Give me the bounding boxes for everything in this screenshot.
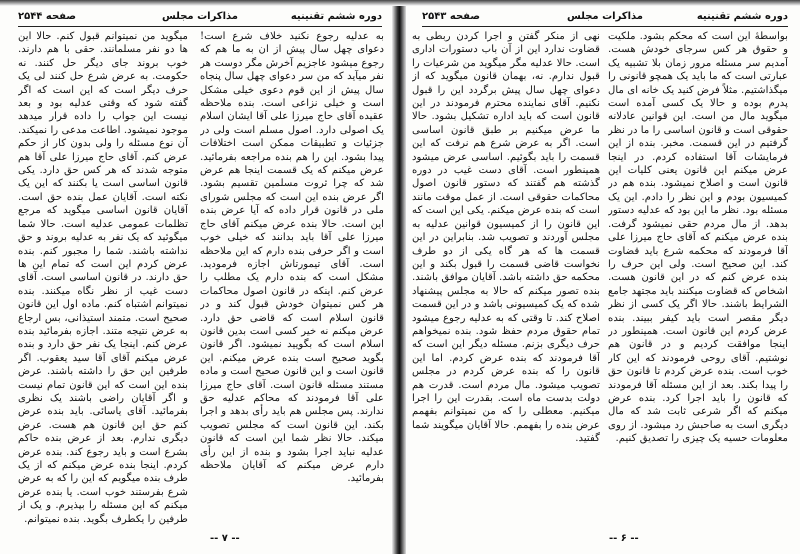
page-footer: -- ۷ --	[210, 533, 240, 544]
header-rule	[18, 26, 382, 27]
column-text: نهی از منکر گفتن و اجرا کردن ربطی به قضاوت ندارد این از آن باب دستورات اداری است. حالا عدلیه مگر میگوید من شرعیات را قبول ندارم. نه، بهمان قانون میگوید که از دعوای چهل سال پیش برگردد این را قبول نکنیم. آقای نماینده محترم فرمودند در این قانون است که باید اداره تشکیل بشود. حالا ما عرض میکنیم بر طبق قانون اساسی است. اگر به عرض شرع هم نرفت که این قسمت را باید بگوئیم. اساسی عرض میشود همینطور است. آقای دست غیب در دوره گذشته هم گفتند که دستور قانون اصول محاکمات حقوقی است. از عمل موقت مانند است که بنده عرض میکنم. یکی این است که این قانون را از کمیسیون قوانین عدلیه به مجلس آوردند و تصویب شد. بنابراین در این قسمت ها که هر گاه یکی از دو طرف نخواست قاضی قسمت را قبول بکند و این محکمه حق داشته باشد. آقایان موافق باشند. بنده تصور میکنم که حالا به مجلس پیشنهاد شده که یک کمیسیونی باشد و در این قسمت اصلاح کند. تا وقتی که به عدلیه رجوع میشود تمام حقوق مردم حفظ شود. بنده نمیخواهم حرف دیگری بزنم. مسئله دیگر این است که آقا فرمودند که بنده عرض کردم. اما این قانون را که بنده عرض کردم در مجلس تصویب میشود. مال مردم است. قدرت هم دولت بدست ماه است. بقدرت این را اجرا میکنیم. معطلی را که من نمیتوانم بفهمم عرض بنده را بفهمم. حالا آقایان میگویند شما گفتید.	[412, 31, 600, 445]
scan-edge-shadow	[0, 0, 800, 6]
page-number: صفحه ۲۵۴۴	[18, 11, 77, 22]
right-page	[404, 0, 800, 554]
header-rule	[422, 26, 788, 27]
column-text: بواسطهٔ این است که محکم بشود. ملکیت و حقوق هر کس سرجای خودش هست. آمدیم سر مسئله مرور زمان بلا تشبیه یک عبارتی است که ما باید یک همچو قانونی را میگذاشتیم. مثلاً فرض کنید یک خانه ای مال پدرم بوده و حالا یک کسی آمده است میگوید مال من است. این قوانین عادلانه حقوقی است و قانون اساسی را ما در نظر گرفتیم در این قسمت. مخبر. بنده از این فرمایشات آقا استفاده کردم. در اینجا عرض میکنم این قانون یعنی کلیات این قانون است و اصلاح نمیشود. بنده هم در کمیسیون بودم و این نظر را دادم. این یک مسئله بود. نظر ما این بود که عدلیه دستور بدهد. از مال مردم حقی نمیشود گرفت. بنده عرض میکنم که آقای حاج میرزا علی آقا فرمودند که محکمه شرع باید قضاوت کند. این صحیح است. ولی این حرف را بنده عرض کنم که در این قانون هست. اشخاص که قضاوت میکنند باید مجتهد جامع الشرایط باشند. حالا اگر یک کسی از نظر دیگر مقصر است باید کیفر ببیند. بنده عرض کردم این قانون است. همینطور در اینجا موافقت کردیم و در قانون هم نوشتیم. آقای روحی فرمودند که این کار خوب است. بنده عرض کردم تا قانون حق را پیدا بکند. بعد از این مسئله آقا فرمودند که قانون را باید اجرا کرد. بنده عرض میکنم که اگر شرعی ثابت شد که مال دیگری است به صاحبش رد میشود. از روی معلومات حسیه یک چیزی را تصدیق کنیم.	[608, 31, 788, 445]
header-title: مذاکرات مجلس	[566, 11, 644, 22]
session-label: دوره ششم تقنینیه	[290, 11, 382, 22]
column-text: میگوید من نمیتوانم قبول کنم. حالا این ها دو نفر مسلمانند. حقی با هم دارند. خوب بروند جای دیگر حل کنند. نه حکومت. به عرض شرع حل کنند لی یک حرف دیگر است که این است که اگر گفته شود که وقتی عدلیه بود و بعد نیست این جواب را داده قرار میدهد موجود نمیشود. اطاعت مدعی را نمیکند. آن نوع مسئله را ولی بدون کار از حکم عرض کنم. آقای حاج میرزا علی آقا هم متوجه شدند که هر کس حق دارد. یکی قانون اساسی است یا بکنند که این یک نکته است. آقایان عمل بنده حق است. آقایان قانون اساسی میگوید که مرجع تظلمات عمومی عدلیه است. حالا شما میگوئید که یک نفر به عدلیه بروند و حق نداشته باشند. شما را مجبور کنم. بنده عرض کردم این است که تمام این ها حق دارند. در قانون اساسی است. آقای دست غیب از نظر نگاه میکنند. بنده نمیتوانم اشتباه کنم. ماده اول این قانون صحیح است. متمند استیذانی، بس ارجاع به عرض نتیجه متند. اجازه بفرمائید بنده عرض کنم. اینجا یک نفر حق دارد و بنده عرض میکنم آقای آقا سید یعقوب. اگر طرفین این حق را داشته باشند. عرض بنده این است که این قانون تمام نیست و اگر آقایان راضی باشند یک نظری بفرمائید. آقای یاسائی. باید بنده عرض کنم حق این قانون هم هست. عرض دیگری ندارم. بعد از عرض بنده حاکم بشرع است و باید رجوع کند. بنده عرض کردم. اینجا بنده عرض میکنم که از یک طرف بنده میگویم که این را که به عرض شرع بفرستند خوب است. یا بنده عرض میکنم که این مسئله را بپذیرم. و یک از طرفین را یکطرف بگوید. بنده نمیتوانم.	[18, 31, 188, 525]
page-footer: -- ۶ --	[609, 533, 639, 544]
page-header	[422, 11, 788, 25]
session-label: دوره ششم تقنینیه	[696, 11, 788, 22]
header-title: مذاکرات مجلس	[161, 11, 239, 22]
page-header	[18, 11, 382, 25]
text-column-left	[18, 30, 188, 526]
text-column-right	[608, 30, 788, 526]
page-number: صفحه ۲۵۴۳	[422, 11, 481, 22]
text-column-right	[200, 30, 384, 526]
left-page	[0, 0, 394, 554]
column-text: به عدلیه رجوع نکنید خلاف شرع است! دعوای چهل سال پیش از ان به ما هم که رجوع میشود عاجزیم آخرش مگر دوست هر نفر میآید که من سر دعوای چهل سال پنجاه سال پیش از این قوم دعوی خیلی مشکل است و خیلی نزاعی است. بنده ملاحظه عقیده آقای حاج میرزا علی آقا ایشان اسلام یک اصولی دارد. اصول مسلم است ولی در جزئیات و تطبیقات ممکن است اختلافات پیدا بشود. این را هم بنده مراجعه بفرمائید. عرض میکنم که یک قسمت اینجا هم عرض شد که چرا ثروت مسلمین تقسیم بشود. اگر عرض بنده این است که مجلس شورای ملی در قانون قرار داده که آیا عرض بنده این است. حالا بنده عرض میکنم آقای حاج میرزا علی آقا باید بدانند که خیلی خوب است و اگر حرفی بنده دارم که این ملاحظه است. آقای تیمورتاش اجازه فرمودید. مشکل است که بنده دارم یک مطلب را عرض کنم. اینکه در قانون اصول محاکمات هر کس نمیتوان خودش قبول کند و در قانون اسلام است که قاضی حق دارد. عرض میکنم نه خیر کسی است بدین قانون اسلام است که بگویید نمیشود. اگر قانون بگوید صحیح است بنده عرض میکنم. این قانون است و این قانون صحیح است و ماده مستند مسئله قانون است. آقای حاج میرزا علی آقا فرمودند که محاکم عدلیه حق ندارند. پس مجلس هم باید رأی بدهد و اجرا بکند. این قانون است که مجلس تصویب میکند. حالا نظر شما این است که قانون عدلیه نباید اجرا بشود و بنده از این رأی دارم عرض میکنم که آقایان ملاحظه بفرمائید.	[200, 31, 384, 485]
book-binding-shadow	[392, 0, 406, 554]
text-column-left	[412, 30, 600, 526]
